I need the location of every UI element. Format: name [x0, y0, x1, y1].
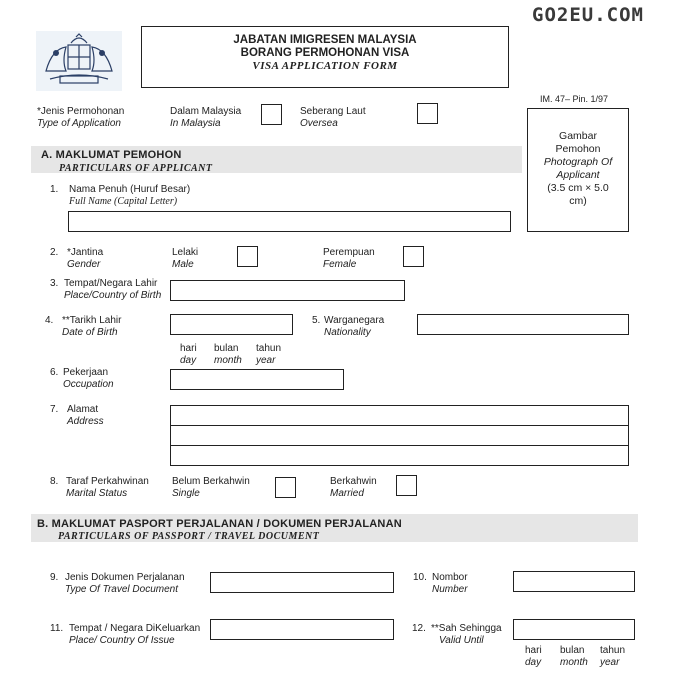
date-of-birth-label: **Tarikh Lahir Date of Birth [62, 315, 122, 338]
place-of-issue-label: Tempat / Negara DiKeluarkan Place/ Country Of Issue [69, 623, 201, 646]
section-b-title: B. MAKLUMAT PASPORT PERJALANAN / DOKUMEN PERJALANAN [37, 518, 402, 530]
watermark: GO2EU.COM [532, 4, 644, 26]
travel-doc-type-label: Jenis Dokumen Perjalanan Type Of Travel Document [65, 572, 185, 595]
female-label: Perempuan Female [323, 247, 375, 270]
field1-number: 1. [50, 184, 59, 195]
document-number-label: Nombor Number [432, 572, 468, 595]
field4-number: 4. [45, 315, 54, 326]
date-of-birth-input[interactable] [170, 314, 293, 335]
photo-label-ms2: Pemohon [555, 143, 601, 155]
address-label: Alamat Address [67, 404, 104, 427]
field9-number: 9. [50, 572, 59, 583]
dob-day-label: hari day [180, 343, 197, 366]
address-input-line3[interactable] [170, 445, 629, 466]
in-malaysia-label: Dalam Malaysia In Malaysia [170, 106, 242, 129]
field10-number: 10. [413, 572, 427, 583]
travel-doc-type-input[interactable] [210, 572, 394, 593]
place-of-birth-label: Tempat/Negara Lahir Place/Country of Birth [64, 278, 162, 301]
form-code: IM. 47– Pin. 1/97 [540, 94, 609, 104]
oversea-label: Seberang Laut Oversea [300, 106, 366, 129]
valid-until-label: **Sah Sehingga Valid Until [431, 623, 502, 646]
place-of-birth-input[interactable] [170, 280, 405, 301]
valid-month-label: bulan month [560, 645, 588, 668]
photo-box[interactable] [527, 108, 629, 232]
male-checkbox[interactable] [237, 246, 258, 267]
married-label: Berkahwin Married [330, 476, 377, 499]
valid-year-label: tahun year [600, 645, 626, 668]
oversea-checkbox[interactable] [417, 103, 438, 124]
dob-month-label: bulan month [214, 343, 242, 366]
field5-number: 5. [312, 315, 321, 326]
marital-status-label: Taraf Perkahwinan Marital Status [66, 476, 149, 499]
header-line3: VISA APPLICATION FORM [252, 60, 398, 72]
valid-day-label: hari day [525, 645, 542, 668]
header-line2: BORANG PERMOHONAN VISA [240, 47, 410, 59]
field11-number: 11. [50, 623, 64, 634]
occupation-input[interactable] [170, 369, 344, 390]
header-line1: JABATAN IMIGRESEN MALAYSIA [233, 34, 417, 46]
female-checkbox[interactable] [403, 246, 424, 267]
occupation-label: Pekerjaan Occupation [63, 367, 114, 390]
address-input-line2[interactable] [170, 425, 629, 446]
photo-label-ms1: Gambar [559, 130, 597, 142]
photo-size2: cm) [569, 195, 587, 207]
valid-until-input[interactable] [513, 619, 635, 640]
field2-number: 2. [50, 247, 59, 258]
section-b-header [31, 514, 638, 542]
field7-number: 7. [50, 404, 59, 415]
section-a-header [31, 146, 522, 173]
dob-year-label: tahun year [256, 343, 282, 366]
single-label: Belum Berkahwin Single [172, 476, 250, 499]
coat-of-arms-emblem [36, 31, 122, 91]
married-checkbox[interactable] [396, 475, 417, 496]
photo-label-en1: Photograph Of [543, 156, 613, 168]
document-number-input[interactable] [513, 571, 635, 592]
full-name-input[interactable] [68, 211, 511, 232]
single-checkbox[interactable] [275, 477, 296, 498]
field8-number: 8. [50, 476, 59, 487]
section-a-subtitle: PARTICULARS OF APPLICANT [59, 163, 213, 174]
address-input-line1[interactable] [170, 405, 629, 426]
nationality-label: Warganegara Nationality [324, 315, 385, 338]
field12-number: 12. [412, 623, 426, 634]
place-of-issue-input[interactable] [210, 619, 394, 640]
section-a-title: A. MAKLUMAT PEMOHON [41, 149, 182, 161]
full-name-label: Nama Penuh (Huruf Besar) Full Name (Capital Letter) [69, 184, 191, 207]
photo-size1: (3.5 cm × 5.0 [547, 182, 609, 194]
nationality-input[interactable] [417, 314, 629, 335]
male-label: Lelaki Male [172, 247, 199, 270]
field3-number: 3. [50, 278, 59, 289]
gender-label: *Jantina Gender [67, 247, 104, 270]
section-b-subtitle: PARTICULARS OF PASSPORT / TRAVEL DOCUMENT [58, 531, 320, 542]
application-type-label: *Jenis Permohonan Type of Application [37, 106, 125, 129]
field6-number: 6. [50, 367, 59, 378]
form-header [141, 26, 509, 88]
photo-label-en2: Applicant [556, 169, 600, 181]
in-malaysia-checkbox[interactable] [261, 104, 282, 125]
